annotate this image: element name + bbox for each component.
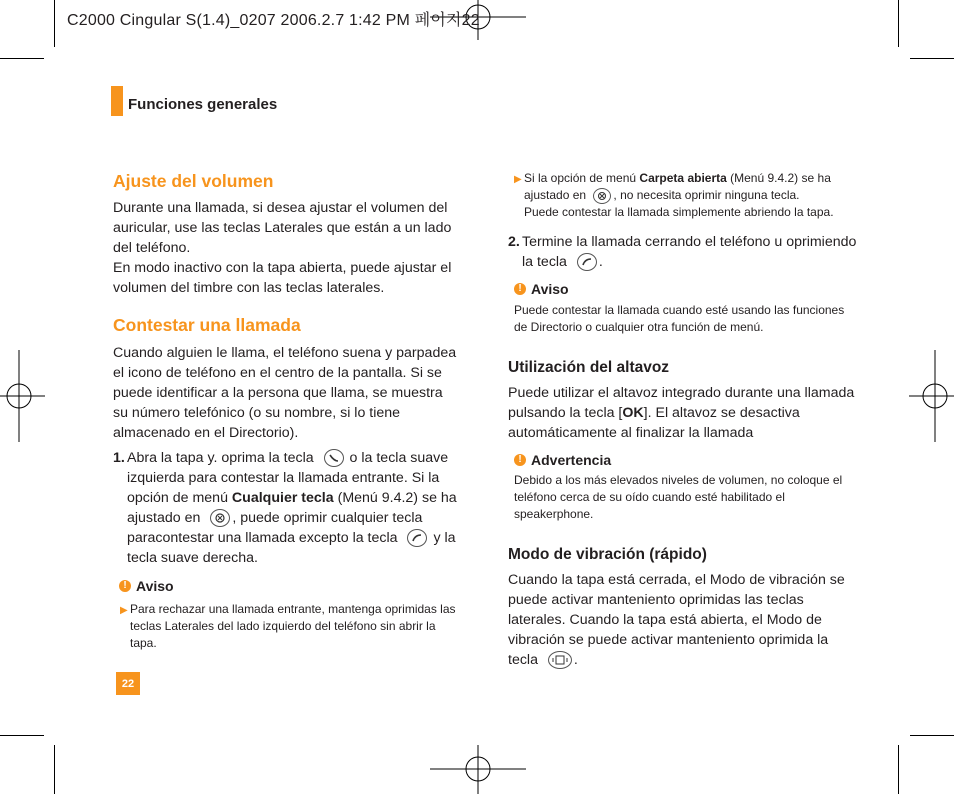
step-2 bbox=[508, 232, 858, 272]
menu-option-name: Carpeta abierta bbox=[639, 171, 727, 185]
end-key-icon bbox=[577, 253, 597, 271]
warning-text: Debido a los más elevados niveles de volumen, no coloque el teléfono cerca de su oído cuando esté habilitado el speakerphone. bbox=[514, 473, 843, 521]
section-marker bbox=[111, 86, 123, 116]
answer-title: Contestar una llamada bbox=[113, 315, 301, 335]
print-slug: C2000 Cingular S(1.4)_0207 2006.2.7 1:42 PM 페이지22 bbox=[67, 12, 480, 29]
step-text: . bbox=[598, 254, 603, 270]
step-1 bbox=[113, 448, 461, 568]
notice-label: Aviso bbox=[531, 281, 569, 297]
send-key-icon bbox=[324, 449, 344, 467]
step-text: (Menú 9.4.2) se ha ajustado en bbox=[127, 490, 457, 526]
answer-paragraph: Cuando alguien le llama, el teléfono suena y parpadea el icono de teléfono en el centro de la pantalla. Si se puede identificar a la persona que llama, se muestra su número telefónico (o su nombre, si lo tiene almacenado en el Directorio). bbox=[113, 345, 457, 441]
speaker-text: Puede utilizar el altavoz integrado durante una llamada pulsando la tecla [ bbox=[508, 385, 855, 421]
bullet-text: Puede contestar la llamada simplemente abriendo la tapa. bbox=[524, 205, 834, 219]
speaker-text: ]. El altavoz se desactiva automáticamente al finalizar la llamada bbox=[508, 405, 800, 441]
notice-text: Para rechazar una llamada entrante, mantenga oprimidas las teclas Laterales del lado izquierdo del teléfono sin abrir la tapa. bbox=[130, 602, 456, 650]
step-text: Termine la llamada cerrando el teléfono u oprimiendo la tecla bbox=[522, 234, 857, 270]
crop-mark bbox=[54, 0, 55, 47]
crop-mark bbox=[0, 735, 44, 736]
ok-key-label: OK bbox=[622, 405, 644, 421]
vibrate-key-icon bbox=[548, 651, 572, 669]
step-text: , puede oprimir cualquier tecla paracontestar una llamada excepto la tecla bbox=[127, 510, 423, 546]
crop-mark bbox=[898, 0, 899, 47]
cancel-key-icon bbox=[593, 188, 611, 204]
vibrate-text: Cuando la tapa está cerrada, el Modo de vibración se puede activar manteniento oprimidas las teclas laterales. Cuando la tapa está abierta, el Modo de vibración se puede activar manteniento oprimida la tecla bbox=[508, 572, 845, 668]
crop-mark bbox=[898, 745, 899, 794]
vibrate-paragraph bbox=[508, 570, 860, 670]
speaker-title: Utilización del altavoz bbox=[508, 359, 670, 376]
registration-mark-icon bbox=[909, 350, 954, 442]
section-label: Funciones generales bbox=[128, 96, 278, 113]
vibrate-title: Modo de vibración (rápido) bbox=[508, 546, 707, 563]
crop-mark bbox=[910, 735, 954, 736]
cancel-key-icon bbox=[210, 509, 230, 527]
step-text: Abra la tapa y. oprima la tecla bbox=[127, 450, 314, 466]
registration-mark-icon bbox=[430, 745, 526, 794]
bullet-text: (Menú 9.4.2) se ha ajustado en bbox=[524, 171, 831, 202]
volume-title: Ajuste del volumen bbox=[113, 171, 274, 191]
notice-label: Aviso bbox=[136, 578, 174, 594]
notice-icon: ! bbox=[119, 580, 131, 592]
warning-label: Advertencia bbox=[531, 452, 612, 468]
notice-heading bbox=[514, 281, 569, 297]
step-number: 2. bbox=[508, 234, 520, 250]
step-text: o la tecla suave izquierda para contestar la llamada entrante. Si la opción de menú bbox=[127, 450, 449, 506]
end-key-icon bbox=[407, 529, 427, 547]
page-number: 22 bbox=[116, 672, 140, 695]
crop-mark bbox=[0, 58, 44, 59]
step-text: y la tecla suave derecha. bbox=[127, 530, 456, 566]
notice-text: Puede contestar la llamada cuando esté usando las funciones de Directorio o cualquier otra función de menú. bbox=[514, 303, 845, 334]
notice-icon: ! bbox=[514, 454, 526, 466]
volume-paragraph-2: En modo inactivo con la tapa abierta, puede ajustar el volumen del timbre con las teclas laterales. bbox=[113, 260, 452, 296]
volume-paragraph-1: Durante una llamada, si desea ajustar el volumen del auricular, use las teclas Laterales que están a un lado del teléfono. bbox=[113, 200, 452, 256]
bullet-arrow-icon: ▶ bbox=[120, 605, 128, 616]
open-flip-bullet bbox=[514, 170, 859, 221]
bullet-arrow-icon: ▶ bbox=[514, 174, 522, 185]
bullet-text: , no necesita oprimir ninguna tecla. bbox=[613, 188, 800, 202]
crop-mark bbox=[54, 745, 55, 794]
crop-mark bbox=[910, 58, 954, 59]
vibrate-text: . bbox=[573, 652, 578, 668]
warning-heading bbox=[514, 452, 611, 468]
notice-body bbox=[120, 601, 462, 652]
menu-option-name: Cualquier tecla bbox=[231, 490, 334, 506]
bullet-text: Si la opción de menú bbox=[524, 171, 637, 185]
registration-mark-icon bbox=[0, 350, 45, 442]
notice-heading bbox=[119, 578, 174, 594]
speaker-paragraph bbox=[508, 383, 860, 443]
step-number: 1. bbox=[113, 450, 125, 466]
notice-icon: ! bbox=[514, 283, 526, 295]
